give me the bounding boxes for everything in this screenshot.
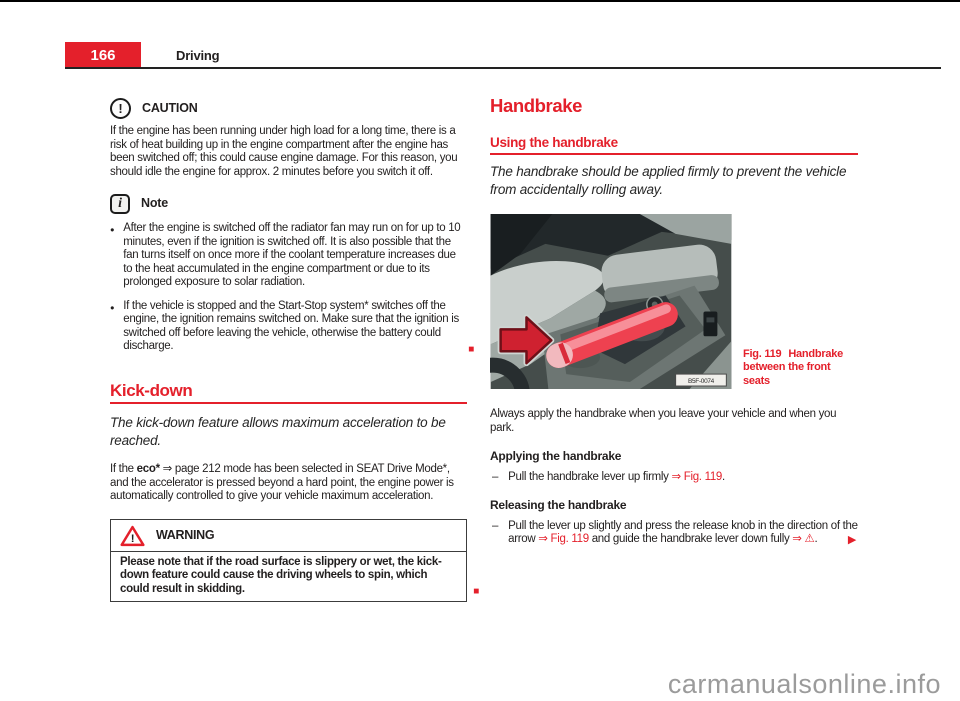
note-bullet-text: After the engine is switched off the radiator fan may run on for up to 10 minutes, even if the ignition is switched off. It is also possible that the fan turns itself on once more if the coolant temperature increases due to the heat accumulated in the engine compartment or due to its prolonged exposure to solar radiation. xyxy=(123,222,461,288)
warning-box xyxy=(110,519,467,603)
bullet-marker: ● xyxy=(110,302,115,312)
step-text-part: and guide the handbrake lever down fully xyxy=(588,533,793,545)
chapter-title: Driving xyxy=(176,48,220,63)
releasing-heading: Releasing the handbrake xyxy=(490,498,627,512)
kickdown-paragraph-part: ⇒ page 212 mode has been selected in SEAT Drive Mode*, and the accelerator is pressed beyond a hard point, the engine power is automatically controlled to give your vehicle maximum acceleration. xyxy=(110,463,454,502)
figure-caption-label: Fig. 119 xyxy=(743,347,782,360)
belt-buckle-shape xyxy=(703,311,717,336)
note-header xyxy=(110,194,467,214)
handbrake-lead: The handbrake should be applied firmly to prevent the vehicle from accidentally rolling away. xyxy=(490,164,847,197)
handbrake-illustration xyxy=(490,214,732,389)
caution-body: If the engine has been running under high load for a long time, there is a risk of heat building up in the engine compartment after the engine has been switched off; this could cause engine damage. For this reason, you should idle the engine for approx. 2 minutes before you switch it off. xyxy=(110,125,458,178)
note-icon xyxy=(110,194,130,214)
eco-mode-label: eco* xyxy=(136,463,160,475)
page-continue-arrow: ▶ xyxy=(847,533,856,546)
caution-icon-glyph: ! xyxy=(118,100,123,116)
figure-caption xyxy=(743,348,858,390)
applying-heading: Applying the handbrake xyxy=(490,449,622,463)
step-text-part: Pull the handbrake lever up firmly xyxy=(508,470,672,483)
section-end-marker: ■ xyxy=(473,586,479,597)
fig-119-reference: ⇒ Fig. 119 xyxy=(671,470,723,483)
note-bullet-text: If the vehicle is stopped and the Start-Stop system* switches off the engine, the ignition remains switched on. Make sure that the ignition is switched off before leaving the vehicle, otherwise the battery could discharge. xyxy=(123,299,459,352)
image-code-text: B5F-0074 xyxy=(688,378,714,386)
kickdown-lead: The kick-down feature allows maximum acceleration to be reached. xyxy=(110,415,446,448)
warning-box-wrapper xyxy=(110,519,479,603)
warning-triangle-icon xyxy=(120,525,145,547)
image-code-label xyxy=(676,374,727,386)
warning-header xyxy=(111,520,466,552)
step-text-part: . xyxy=(722,470,725,483)
warning-body: Please note that if the road surface is slippery or wet, the kick-down feature could cause the driving wheels to spin, which could result in skidding. xyxy=(120,555,442,595)
kickdown-paragraph xyxy=(110,463,467,504)
handbrake-section-title: Handbrake xyxy=(490,95,583,116)
note-bullet-item xyxy=(110,222,467,290)
using-handbrake-subtitle: Using the handbrake xyxy=(490,136,858,156)
page-number: 166 xyxy=(90,46,116,64)
caution-title: CAUTION xyxy=(142,100,198,115)
left-column xyxy=(110,92,479,602)
bullet-marker: ● xyxy=(110,225,115,234)
warning-reference: ⇒ ⚠ xyxy=(792,533,815,545)
caution-header xyxy=(110,98,467,119)
page-number-badge xyxy=(65,42,141,68)
dash-marker: – xyxy=(492,470,499,483)
caution-icon xyxy=(110,98,131,119)
warning-triangle-glyph: ! xyxy=(130,532,135,545)
kickdown-heading: Kick-down xyxy=(110,384,467,405)
figure-caption-text: Handbrake between the front seats xyxy=(743,347,843,387)
fig-119-reference: ⇒ Fig. 119 xyxy=(538,533,589,545)
note-bullet-item xyxy=(110,299,474,355)
header-rule xyxy=(65,67,941,69)
section-end-marker: ■ xyxy=(468,343,474,355)
step-text-part: . xyxy=(814,533,818,545)
kickdown-paragraph-part: If the xyxy=(110,463,137,475)
applying-step-text xyxy=(508,471,725,485)
dash-marker: – xyxy=(492,519,499,532)
applying-step xyxy=(490,471,858,485)
handbrake-paragraph: Always apply the handbrake when you leave your vehicle and when you park. xyxy=(490,408,837,434)
step-text-part: Pull the lever up slightly and press the release knob in the direction of the arrow xyxy=(508,519,858,545)
page-top-edge xyxy=(0,0,960,2)
releasing-step xyxy=(490,520,858,547)
note-title: Note xyxy=(141,196,168,211)
note-list xyxy=(110,222,474,355)
releasing-step-text xyxy=(508,520,858,547)
figure-119 xyxy=(490,214,858,389)
right-column xyxy=(490,95,858,547)
warning-title: WARNING xyxy=(156,527,215,542)
note-icon-glyph: i xyxy=(118,196,122,212)
watermark: carmanualsonline.info xyxy=(667,669,941,699)
